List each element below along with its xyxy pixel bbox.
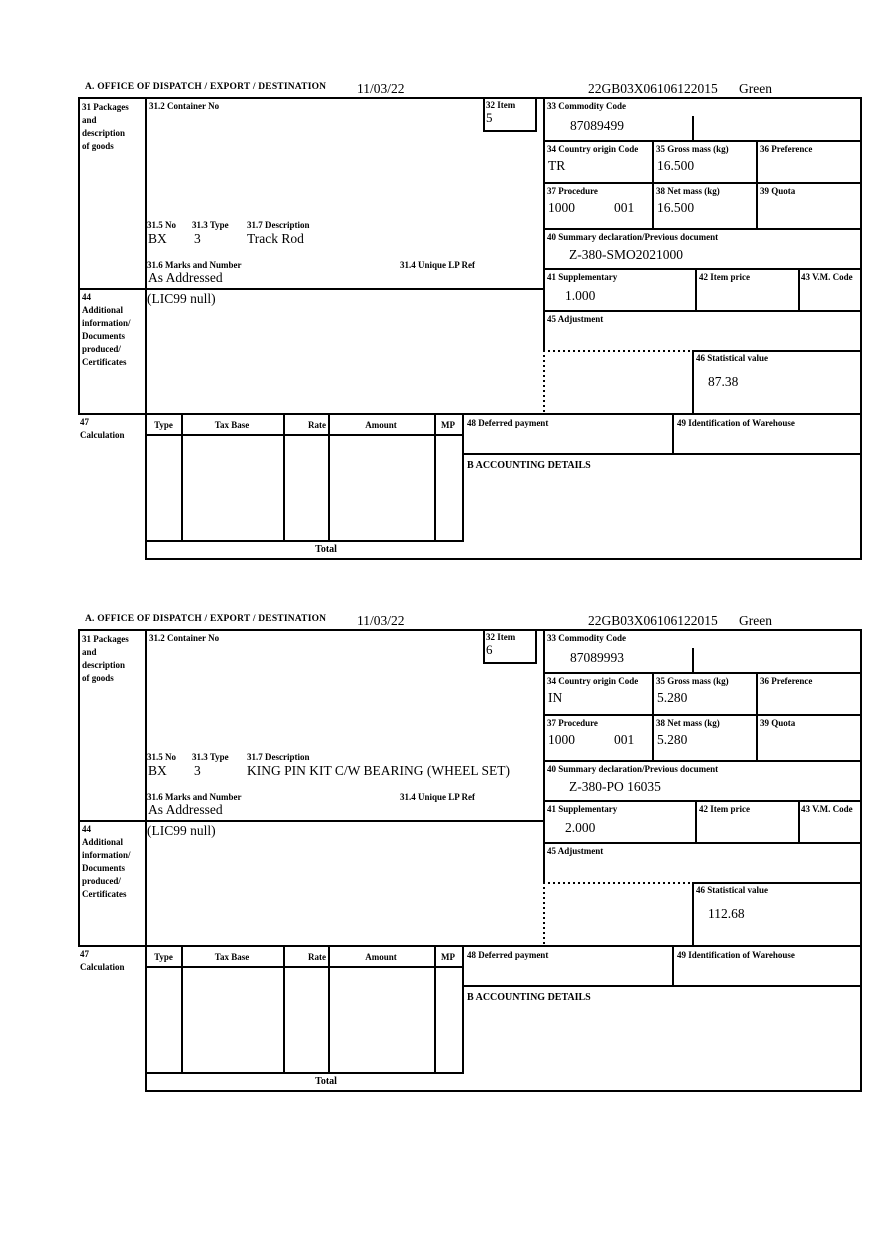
marks-number-label: 31.6 Marks and Number	[147, 260, 242, 270]
packages-type-label: 31.3 Type	[192, 220, 229, 230]
vm-code-label: 43 V.M. Code	[801, 272, 853, 282]
divider-line	[798, 800, 800, 842]
divider-line	[483, 629, 485, 664]
additional-info-box-label: produced/	[82, 344, 121, 354]
additional-info-box-label: Certificates	[82, 357, 127, 367]
quota-label: 39 Quota	[760, 718, 796, 728]
additional-info-box-label: 44	[82, 292, 91, 302]
procedure-label: 37 Procedure	[547, 718, 598, 728]
total-label: Total	[315, 1076, 337, 1087]
calculation-box-label: 47	[80, 949, 89, 959]
divider-line	[695, 800, 697, 842]
adjustment-label: 45 Adjustment	[547, 314, 604, 324]
deferred-payment-label: 48 Deferred payment	[467, 950, 549, 960]
item-number-value: 5	[486, 110, 493, 125]
item-number-label: 32 Item	[486, 632, 516, 642]
statistical-value-label: 46 Statistical value	[696, 885, 768, 895]
divider-line	[543, 842, 862, 844]
amount-header: Amount	[365, 420, 397, 430]
divider-line	[692, 882, 862, 884]
divider-line	[652, 140, 654, 228]
additional-info-box-label: Certificates	[82, 889, 127, 899]
packages-box-label: description	[82, 660, 126, 670]
additional-info-box-label: Additional	[82, 837, 124, 847]
divider-line	[543, 268, 862, 270]
marks-number-value: As Addressed	[148, 802, 223, 817]
divider-line	[692, 648, 694, 672]
tax-base-header: Tax Base	[214, 420, 250, 430]
divider-line	[695, 268, 697, 310]
divider-line	[483, 662, 537, 664]
divider-line	[543, 800, 862, 802]
summary-declaration-value: Z-380-SMO2021000	[569, 247, 683, 262]
divider-line	[543, 672, 862, 674]
packages-box-label: of goods	[82, 141, 114, 151]
additional-info-box-label: 44	[82, 824, 91, 834]
commodity-code-value: 87089993	[570, 650, 624, 665]
divider-line	[692, 350, 694, 413]
dispatch-date: 11/03/22	[357, 81, 405, 96]
additional-info-box-label: information/	[82, 318, 131, 328]
divider-line	[535, 97, 537, 132]
packages-box-label: and	[82, 647, 97, 657]
mp-header: MP	[441, 420, 455, 430]
divider-line	[672, 945, 674, 985]
packages-box-label: of goods	[82, 673, 114, 683]
description-value: KING PIN KIT C/W BEARING (WHEEL SET)	[247, 763, 510, 778]
supplementary-value: 1.000	[565, 288, 596, 303]
net-mass-value: 5.280	[657, 732, 688, 747]
gross-mass-value: 5.280	[657, 690, 688, 705]
total-label: Total	[315, 544, 337, 555]
divider-line	[756, 672, 758, 760]
net-mass-value: 16.500	[657, 200, 695, 215]
divider-line	[78, 97, 862, 99]
statistical-value: 87.38	[708, 374, 739, 389]
divider-line	[543, 714, 862, 716]
divider-line	[328, 413, 330, 540]
divider-line	[672, 413, 674, 453]
container-no-label: 31.2 Container No	[149, 633, 220, 643]
gross-mass-label: 35 Gross mass (kg)	[656, 144, 729, 154]
country-origin-label: 34 Country origin Code	[547, 676, 639, 686]
packages-no-value: BX	[148, 763, 167, 778]
dotted-divider-line	[543, 350, 545, 413]
vm-code-label: 43 V.M. Code	[801, 804, 853, 814]
warehouse-id-label: 49 Identification of Warehouse	[677, 418, 795, 428]
packages-box-label: description	[82, 128, 126, 138]
divider-line	[146, 434, 464, 436]
country-origin-label: 34 Country origin Code	[547, 144, 639, 154]
packages-type-value: 3	[194, 231, 201, 246]
divider-line	[860, 629, 862, 1092]
summary-declaration-label: 40 Summary declaration/Previous document	[547, 764, 719, 774]
dotted-divider-line	[543, 350, 692, 352]
divider-line	[543, 97, 545, 350]
declaration-item-section	[78, 80, 862, 562]
divider-line	[434, 413, 436, 540]
item-price-label: 42 Item price	[699, 804, 750, 814]
divider-line	[692, 116, 694, 140]
divider-line	[145, 97, 147, 560]
calculation-box-label: Calculation	[80, 962, 125, 972]
divider-line	[483, 97, 485, 132]
divider-line	[78, 97, 80, 413]
supplementary-value: 2.000	[565, 820, 596, 835]
description-value: Track Rod	[247, 231, 304, 246]
divider-line	[145, 629, 147, 1092]
procedure-value: 1000	[548, 200, 575, 215]
packages-type-value: 3	[194, 763, 201, 778]
divider-line	[535, 629, 537, 664]
calculation-box-label: Calculation	[80, 430, 125, 440]
divider-line	[543, 310, 862, 312]
calculation-box-label: 47	[80, 417, 89, 427]
additional-information-value: (LIC99 null)	[147, 823, 216, 838]
divider-line	[756, 140, 758, 228]
declaration-reference: 22GB03X06106122015	[588, 81, 718, 96]
divider-line	[328, 945, 330, 1072]
divider-line	[798, 268, 800, 310]
divider-line	[483, 130, 537, 132]
office-of-dispatch-label: A. OFFICE OF DISPATCH / EXPORT / DESTINATION	[85, 82, 327, 92]
divider-line	[462, 945, 464, 1072]
accounting-details-label: B ACCOUNTING DETAILS	[467, 460, 591, 471]
procedure-label: 37 Procedure	[547, 186, 598, 196]
divider-line	[78, 629, 862, 631]
quota-label: 39 Quota	[760, 186, 796, 196]
marks-number-label: 31.6 Marks and Number	[147, 792, 242, 802]
divider-line	[462, 985, 862, 987]
unique-lp-ref-label: 31.4 Unique LP Ref	[400, 260, 476, 270]
routing-status: Green	[739, 81, 772, 96]
divider-line	[146, 558, 862, 560]
divider-line	[543, 629, 545, 882]
rate-header: Rate	[308, 420, 326, 430]
additional-info-box-label: Additional	[82, 305, 124, 315]
divider-line	[462, 453, 862, 455]
commodity-code-label: 33 Commodity Code	[547, 633, 626, 643]
divider-line	[78, 413, 862, 415]
divider-line	[462, 413, 464, 540]
divider-line	[543, 140, 862, 142]
divider-line	[78, 945, 862, 947]
procedure-second-value: 001	[614, 200, 635, 215]
packages-box-label: 31 Packages	[82, 102, 129, 112]
divider-line	[146, 966, 464, 968]
dispatch-date: 11/03/22	[357, 613, 405, 628]
gross-mass-value: 16.500	[657, 158, 695, 173]
divider-line	[78, 629, 80, 945]
marks-number-value: As Addressed	[148, 270, 223, 285]
divider-line	[181, 413, 183, 540]
summary-declaration-value: Z-380-PO 16035	[569, 779, 661, 794]
packages-box-label: 31 Packages	[82, 634, 129, 644]
divider-line	[78, 288, 545, 290]
procedure-value: 1000	[548, 732, 575, 747]
additional-information-value: (LIC99 null)	[147, 291, 216, 306]
tax-type-header: Type	[154, 420, 173, 430]
description-label: 31.7 Description	[247, 220, 310, 230]
packages-no-label: 31.5 No	[147, 220, 176, 230]
container-no-label: 31.2 Container No	[149, 101, 220, 111]
tax-type-header: Type	[154, 952, 173, 962]
additional-info-box-label: Documents	[82, 331, 125, 341]
packages-no-label: 31.5 No	[147, 752, 176, 762]
dotted-divider-line	[543, 882, 545, 945]
divider-line	[543, 182, 862, 184]
routing-status: Green	[739, 613, 772, 628]
country-origin-value: IN	[548, 690, 563, 705]
dotted-divider-line	[543, 882, 692, 884]
supplementary-label: 41 Supplementary	[547, 272, 618, 282]
divider-line	[692, 350, 862, 352]
divider-line	[652, 672, 654, 760]
item-price-label: 42 Item price	[699, 272, 750, 282]
commodity-code-value: 87089499	[570, 118, 624, 133]
procedure-second-value: 001	[614, 732, 635, 747]
packages-box-label: and	[82, 115, 97, 125]
amount-header: Amount	[365, 952, 397, 962]
net-mass-label: 38 Net mass (kg)	[656, 186, 720, 196]
mp-header: MP	[441, 952, 455, 962]
item-number-value: 6	[486, 642, 493, 657]
summary-declaration-label: 40 Summary declaration/Previous document	[547, 232, 719, 242]
preference-label: 36 Preference	[760, 144, 813, 154]
accounting-details-label: B ACCOUNTING DETAILS	[467, 992, 591, 1003]
packages-type-label: 31.3 Type	[192, 752, 229, 762]
adjustment-label: 45 Adjustment	[547, 846, 604, 856]
unique-lp-ref-label: 31.4 Unique LP Ref	[400, 792, 476, 802]
commodity-code-label: 33 Commodity Code	[547, 101, 626, 111]
deferred-payment-label: 48 Deferred payment	[467, 418, 549, 428]
divider-line	[181, 945, 183, 1072]
divider-line	[146, 1090, 862, 1092]
tax-base-header: Tax Base	[214, 952, 250, 962]
gross-mass-label: 35 Gross mass (kg)	[656, 676, 729, 686]
statistical-value-label: 46 Statistical value	[696, 353, 768, 363]
divider-line	[283, 945, 285, 1072]
preference-label: 36 Preference	[760, 676, 813, 686]
additional-info-box-label: information/	[82, 850, 131, 860]
divider-line	[860, 97, 862, 560]
description-label: 31.7 Description	[247, 752, 310, 762]
divider-line	[543, 228, 862, 230]
country-origin-value: TR	[548, 158, 566, 173]
net-mass-label: 38 Net mass (kg)	[656, 718, 720, 728]
divider-line	[78, 820, 545, 822]
divider-line	[692, 882, 694, 945]
office-of-dispatch-label: A. OFFICE OF DISPATCH / EXPORT / DESTINATION	[85, 614, 327, 624]
rate-header: Rate	[308, 952, 326, 962]
supplementary-label: 41 Supplementary	[547, 804, 618, 814]
divider-line	[146, 540, 464, 542]
packages-no-value: BX	[148, 231, 167, 246]
divider-line	[146, 1072, 464, 1074]
declaration-item-section	[78, 612, 862, 1094]
statistical-value: 112.68	[708, 906, 745, 921]
declaration-reference: 22GB03X06106122015	[588, 613, 718, 628]
divider-line	[543, 760, 862, 762]
additional-info-box-label: Documents	[82, 863, 125, 873]
divider-line	[434, 945, 436, 1072]
additional-info-box-label: produced/	[82, 876, 121, 886]
item-number-label: 32 Item	[486, 100, 516, 110]
warehouse-id-label: 49 Identification of Warehouse	[677, 950, 795, 960]
divider-line	[283, 413, 285, 540]
